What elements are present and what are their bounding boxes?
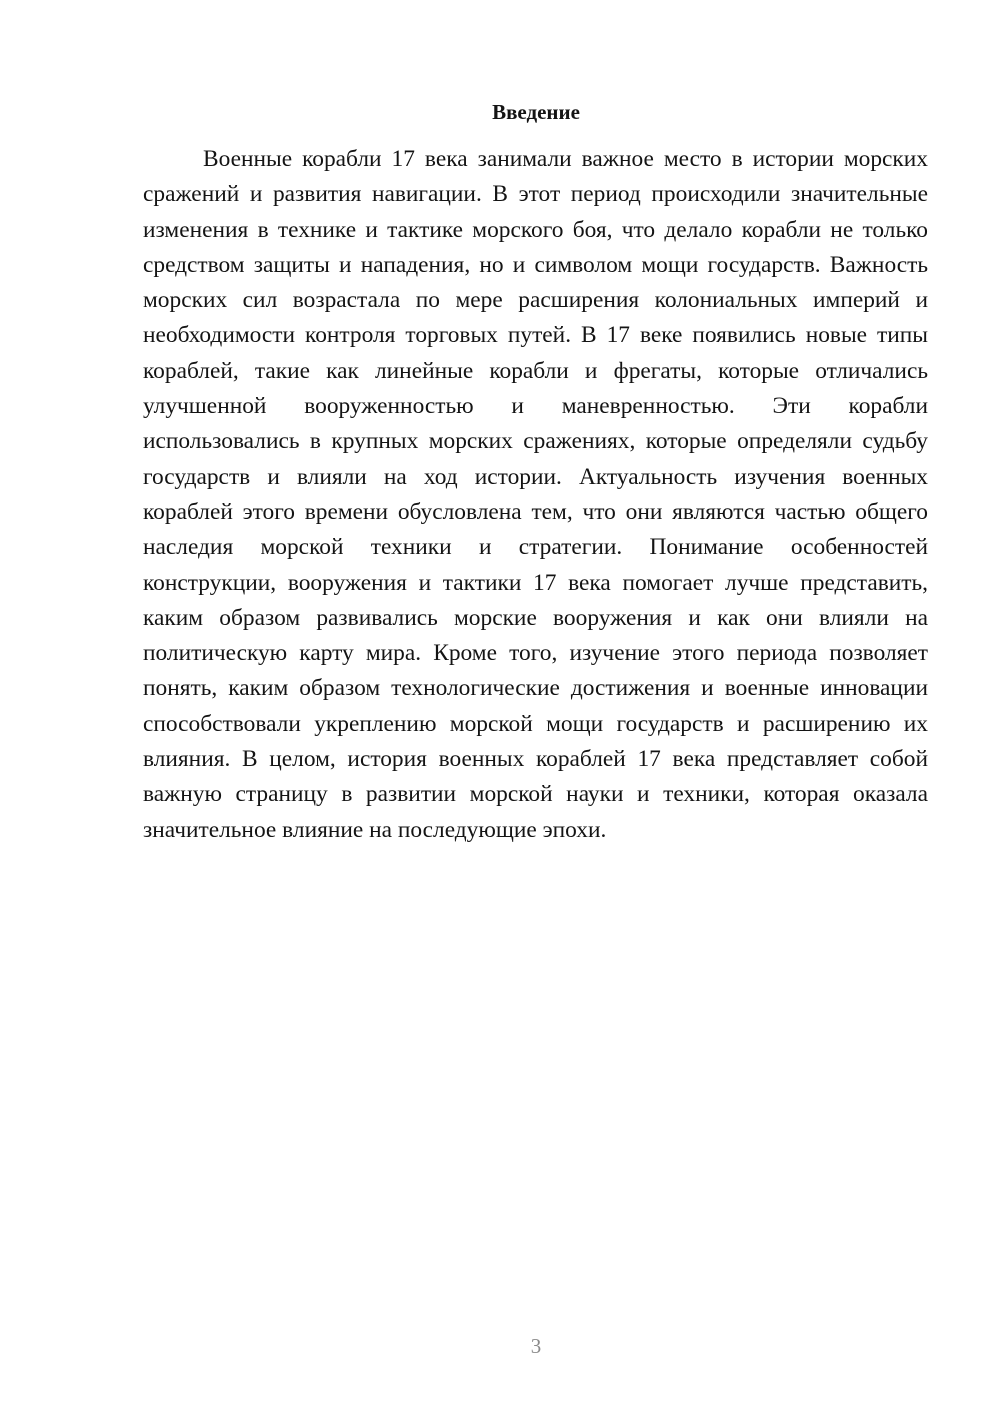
page-number: 3	[530, 1334, 542, 1358]
section-heading: Введение	[492, 100, 580, 124]
body-paragraph: Военные корабли 17 века занимали важное место в истории морских сражений и развития навигации. В этот период происходили значительные изменения в технике и тактике морского боя, что делало корабли не только средством защиты и нападения, но и символом мощи государств. Важность морских сил возрастала по мере расширения колониальных империй и необходимости контроля торговых путей. В 17 веке появились новые типы кораблей, такие как линейные корабли и фрегаты, которые отличались улучшенной вооруженностью и маневренностью. Эти корабли использовались в крупных морских сражениях, которые определяли судьбу государств и влияли на ход истории. Актуальность изучения военных кораблей этого времени обусловлена тем, что они являются частью общего наследия морской техники и стратегии. Понимание особенностей конструкции, вооружения и тактики 17 века помогает лучше представить, каким образом развивались морские вооружения и как они влияли на политическую карту мира. Кроме того, изучение этого периода позволяет понять, каким образом технологические достижения и военные инновации способствовали укреплению морской мощи государств и расширению их влияния. В целом, история военных кораблей 17 века представляет собой важную страницу в развитии морской науки и техники, которая оказала значительное влияние на последующие эпохи.	[143, 146, 928, 843]
